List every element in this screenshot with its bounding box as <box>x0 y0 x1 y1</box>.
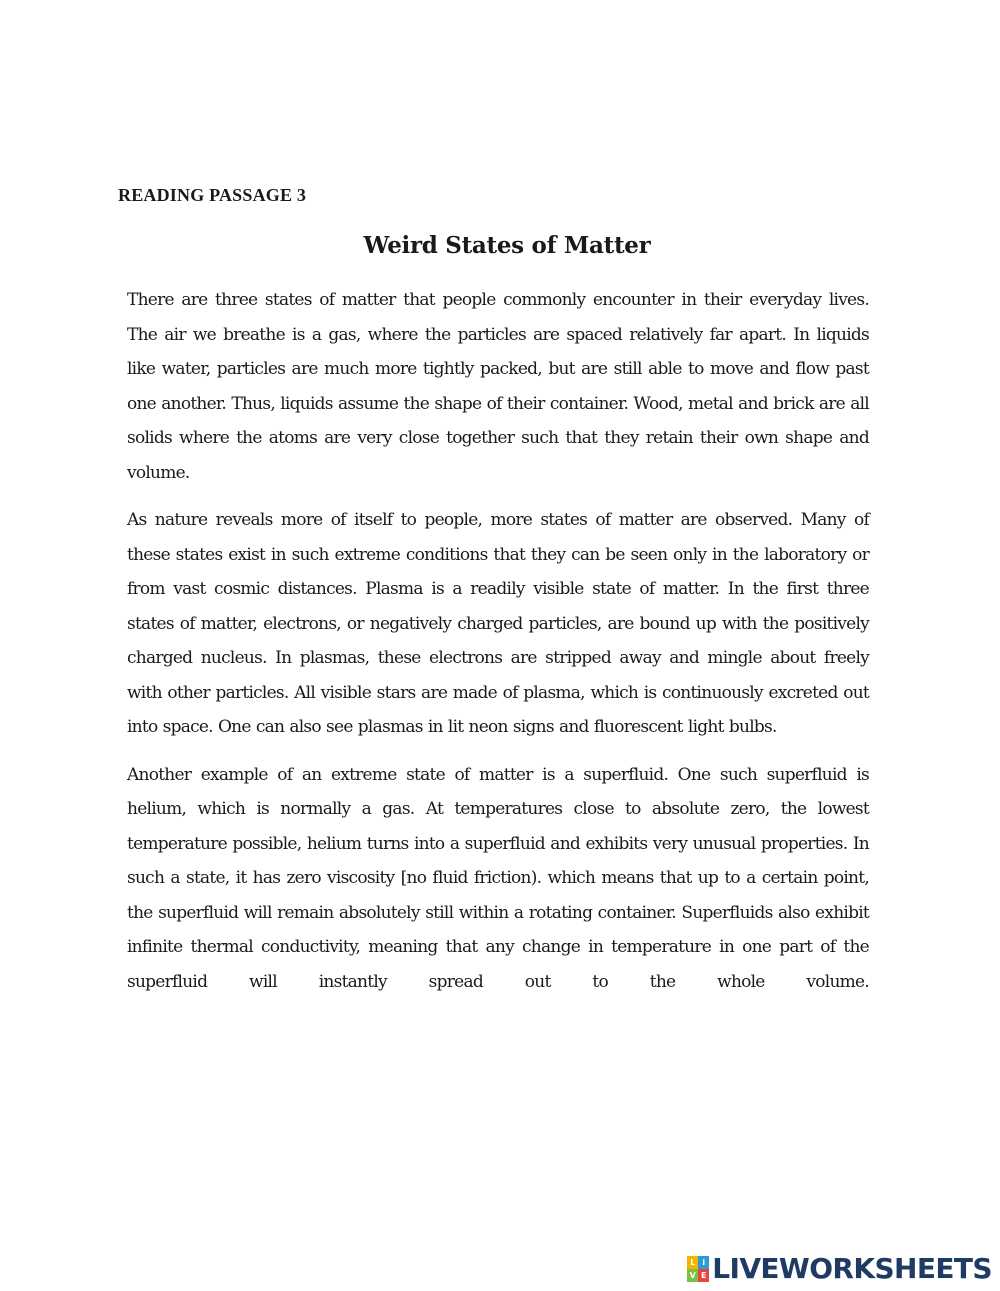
paragraph-1: There are three states of matter that people commonly encounter in their everyday lives. The air we breathe is a gas, where the particles are spaced relatively far apart. In liquids like water, particles are much more tightly packed, but are still able to move and flow past one another. Thus, liquids assume the shape of their container. Wood, metal and brick are all solids where the atoms are very close together such that they retain their own shape and volume. <box>127 290 869 483</box>
reading-passage-body <box>127 283 869 1012</box>
paragraph-3: Another example of an extreme state of matter is a superfluid. One such superfluid is helium, which is normally a gas. At temperatures close to absolute zero, the lowest temperature possible, helium turns into a superfluid and exhibits very unusual properties. In such a state, it has zero viscosity [no fluid friction). which means that up to a certain point, the superfluid will remain absolutely still within a rotating container. Superfluids also exhibit infinite thermal conductivity, meaning that any change in temperature in one part of the superfluid will instantly spread out to the whole volume. <box>127 764 869 992</box>
paragraph-2: As nature reveals more of itself to people, more states of matter are observed. Many of these states exist in such extreme conditions that they can be seen only in the laboratory or from vast cosmic distances. Plasma is a readily visible state of matter. In the first three states of matter, electrons, or negatively charged particles, are bound up with the positively charged nucleus. In plasmas, these electrons are stripped away and mingle about freely with other particles. All visible stars are made of plasma, which is continuously excreted out into space. One can also see plasmas in lit neon signs and fluorescent light bulbs. <box>127 510 869 737</box>
liveworksheets-logo-icon: L i V E <box>687 1256 709 1282</box>
page-title: Weird States of Matter <box>363 232 651 259</box>
logo-text: LIVEWORKSHEETS <box>712 1252 992 1285</box>
liveworksheets-logo <box>687 1252 992 1285</box>
section-label: READING PASSAGE 3 <box>118 185 307 205</box>
